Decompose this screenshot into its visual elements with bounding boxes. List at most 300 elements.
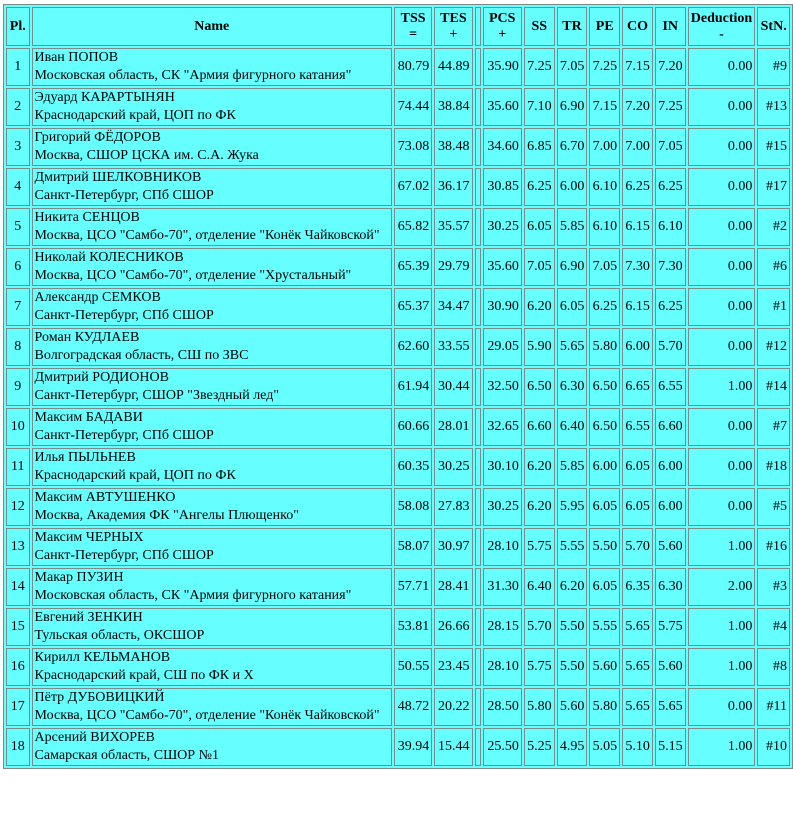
cell-in: 5.15 [655,728,686,766]
cell-ss: 6.50 [524,368,555,406]
skater-name: Александр СЕМКОВ [34,290,161,305]
skater-club: Санкт-Петербург, СПб СШОР [34,188,214,203]
col-header-tr: TR [557,7,588,46]
cell-co: 6.35 [622,568,653,606]
cell-pe: 5.05 [589,728,620,766]
cell-skater [32,408,392,446]
skater-club: Москва, Академия ФК "Ангелы Плющенко" [34,508,299,523]
skater-club: Краснодарский край, ЦОП по ФК [34,108,236,123]
cell-skater [32,288,392,326]
cell-skater [32,368,392,406]
cell-co: 7.15 [622,48,653,86]
col-header-tss-label: TSS [400,10,426,26]
cell-tss: 57.71 [394,568,432,606]
cell-ss: 6.25 [524,168,555,206]
cell-pcs: 35.90 [483,48,522,86]
cell-co: 6.15 [622,288,653,326]
cell-deduction: 1.00 [688,648,756,686]
skater-club: Волгоградская область, СШ по ЗВС [34,348,249,363]
table-row [6,728,790,766]
cell-pcs: 30.10 [483,448,522,486]
skater-name: Роман КУДЛАЕВ [34,330,140,345]
cell-pcs: 30.25 [483,208,522,246]
cell-deduction: 0.00 [688,88,756,126]
cell-spacer [475,168,481,206]
skater-club: Московская область, СК "Армия фигурного катания" [34,68,352,83]
cell-spacer [475,688,481,726]
cell-pe: 5.55 [589,608,620,646]
cell-spacer [475,128,481,166]
cell-ss: 7.25 [524,48,555,86]
cell-tes: 44.89 [434,48,472,86]
cell-tes: 23.45 [434,648,472,686]
cell-tss: 62.60 [394,328,432,366]
cell-co: 7.30 [622,248,653,286]
col-header-name: Name [32,7,392,46]
cell-tes: 33.55 [434,328,472,366]
cell-pcs: 35.60 [483,248,522,286]
cell-start-number: #5 [757,488,790,526]
cell-place: 9 [6,368,30,406]
cell-pcs: 28.50 [483,688,522,726]
cell-spacer [475,48,481,86]
cell-deduction: 1.00 [688,368,756,406]
cell-skater [32,688,392,726]
cell-skater [32,88,392,126]
cell-tss: 65.82 [394,208,432,246]
cell-ss: 6.20 [524,288,555,326]
cell-skater [32,728,392,766]
cell-tr: 4.95 [557,728,588,766]
skater-club: Тульская область, ОКСШОР [34,628,205,643]
cell-deduction: 0.00 [688,168,756,206]
cell-in: 5.70 [655,328,686,366]
cell-start-number: #2 [757,208,790,246]
col-header-tes-label: TES [440,10,467,26]
cell-tss: 50.55 [394,648,432,686]
cell-pcs: 30.25 [483,488,522,526]
col-header-tes-sign: + [449,26,458,42]
cell-pcs: 32.65 [483,408,522,446]
col-header-spacer [475,7,481,46]
cell-tss: 53.81 [394,608,432,646]
cell-in: 5.75 [655,608,686,646]
cell-pe: 5.60 [589,648,620,686]
cell-deduction: 0.00 [688,288,756,326]
cell-ss: 6.85 [524,128,555,166]
cell-in: 6.00 [655,448,686,486]
cell-deduction: 0.00 [688,488,756,526]
cell-tes: 30.44 [434,368,472,406]
cell-tss: 60.66 [394,408,432,446]
cell-tss: 39.94 [394,728,432,766]
cell-skater [32,128,392,166]
table-row [6,688,790,726]
cell-pe: 5.80 [589,328,620,366]
cell-place: 1 [6,48,30,86]
cell-tss: 60.35 [394,448,432,486]
cell-place: 18 [6,728,30,766]
cell-start-number: #9 [757,48,790,86]
cell-pe: 7.15 [589,88,620,126]
cell-ss: 6.05 [524,208,555,246]
cell-spacer [475,728,481,766]
cell-ss: 5.80 [524,688,555,726]
skater-name: Кирилл КЕЛЬМАНОВ [34,650,171,665]
cell-place: 3 [6,128,30,166]
skater-club: Санкт-Петербург, СПб СШОР [34,548,214,563]
cell-in: 5.60 [655,528,686,566]
col-header-tss [394,7,432,46]
cell-pe: 6.50 [589,408,620,446]
cell-pcs: 28.10 [483,528,522,566]
cell-skater [32,488,392,526]
col-header-tss-sign: = [409,26,418,42]
skater-club: Москва, ЦСО "Самбо-70", отделение "Конёк Чайковской" [34,228,380,243]
cell-tss: 48.72 [394,688,432,726]
cell-in: 6.10 [655,208,686,246]
cell-place: 11 [6,448,30,486]
cell-in: 6.55 [655,368,686,406]
cell-pe: 6.05 [589,488,620,526]
cell-deduction: 1.00 [688,728,756,766]
table-row [6,208,790,246]
col-header-place: Pl. [6,7,30,46]
cell-skater [32,48,392,86]
cell-start-number: #1 [757,288,790,326]
cell-tes: 38.48 [434,128,472,166]
cell-spacer [475,448,481,486]
cell-ss: 5.75 [524,528,555,566]
cell-place: 17 [6,688,30,726]
cell-tr: 5.55 [557,528,588,566]
cell-co: 6.15 [622,208,653,246]
cell-pcs: 28.10 [483,648,522,686]
cell-start-number: #11 [757,688,790,726]
cell-pcs: 34.60 [483,128,522,166]
cell-spacer [475,88,481,126]
cell-co: 5.65 [622,648,653,686]
table-row [6,328,790,366]
skater-club: Краснодарский край, ЦОП по ФК [34,468,236,483]
cell-tes: 20.22 [434,688,472,726]
cell-start-number: #10 [757,728,790,766]
table-row [6,88,790,126]
table-row [6,408,790,446]
skater-club: Санкт-Петербург, СШОР "Звездный лед" [34,388,280,403]
cell-start-number: #8 [757,648,790,686]
cell-in: 6.00 [655,488,686,526]
cell-deduction: 1.00 [688,608,756,646]
cell-tes: 36.17 [434,168,472,206]
cell-pe: 6.00 [589,448,620,486]
cell-start-number: #12 [757,328,790,366]
cell-co: 6.05 [622,488,653,526]
cell-tes: 28.41 [434,568,472,606]
cell-tes: 26.66 [434,608,472,646]
cell-deduction: 0.00 [688,448,756,486]
cell-tr: 5.50 [557,608,588,646]
cell-tes: 15.44 [434,728,472,766]
skater-club: Москва, ЦСО "Самбо-70", отделение "Хрустальный" [34,268,352,283]
cell-tss: 58.07 [394,528,432,566]
col-header-pe: PE [589,7,620,46]
table-row [6,48,790,86]
cell-tss: 65.37 [394,288,432,326]
cell-spacer [475,488,481,526]
col-header-deduction-sign: - [719,26,724,42]
cell-skater [32,448,392,486]
cell-ss: 6.40 [524,568,555,606]
skater-club: Санкт-Петербург, СПб СШОР [34,308,214,323]
cell-co: 6.55 [622,408,653,446]
cell-tr: 5.95 [557,488,588,526]
cell-place: 13 [6,528,30,566]
cell-co: 5.65 [622,608,653,646]
cell-pe: 7.00 [589,128,620,166]
cell-pcs: 32.50 [483,368,522,406]
col-header-deduction [688,7,756,46]
cell-start-number: #16 [757,528,790,566]
cell-skater [32,528,392,566]
cell-place: 6 [6,248,30,286]
skater-club: Санкт-Петербург, СПб СШОР [34,428,214,443]
cell-tr: 6.00 [557,168,588,206]
cell-pcs: 31.30 [483,568,522,606]
cell-tes: 28.01 [434,408,472,446]
cell-pe: 6.10 [589,168,620,206]
table-row [6,648,790,686]
results-table-container [3,4,793,769]
cell-in: 7.25 [655,88,686,126]
cell-pcs: 29.05 [483,328,522,366]
skater-club: Московская область, СК "Армия фигурного катания" [34,588,352,603]
cell-tr: 5.65 [557,328,588,366]
cell-spacer [475,328,481,366]
cell-ss: 7.05 [524,248,555,286]
skater-name: Максим АВТУШЕНКО [34,490,176,505]
cell-tes: 35.57 [434,208,472,246]
skater-name: Григорий ФЁДОРОВ [34,130,161,145]
cell-start-number: #15 [757,128,790,166]
cell-place: 12 [6,488,30,526]
cell-ss: 5.70 [524,608,555,646]
cell-spacer [475,208,481,246]
cell-place: 14 [6,568,30,606]
cell-place: 4 [6,168,30,206]
cell-tr: 5.85 [557,448,588,486]
cell-tss: 73.08 [394,128,432,166]
cell-in: 6.60 [655,408,686,446]
skater-name: Никита СЕНЦОВ [34,210,140,225]
cell-start-number: #14 [757,368,790,406]
cell-in: 6.25 [655,168,686,206]
cell-ss: 6.60 [524,408,555,446]
cell-place: 8 [6,328,30,366]
table-row [6,528,790,566]
table-row [6,448,790,486]
table-row [6,248,790,286]
cell-pe: 7.05 [589,248,620,286]
cell-deduction: 1.00 [688,528,756,566]
cell-tr: 6.90 [557,248,588,286]
table-row [6,128,790,166]
cell-start-number: #4 [757,608,790,646]
cell-co: 6.65 [622,368,653,406]
cell-start-number: #6 [757,248,790,286]
cell-pe: 6.50 [589,368,620,406]
skater-name: Евгений ЗЕНКИН [34,610,143,625]
cell-tr: 6.40 [557,408,588,446]
cell-tss: 58.08 [394,488,432,526]
cell-ss: 5.75 [524,648,555,686]
cell-co: 6.00 [622,328,653,366]
cell-pe: 6.10 [589,208,620,246]
cell-spacer [475,248,481,286]
cell-tr: 5.50 [557,648,588,686]
table-row [6,488,790,526]
cell-in: 5.65 [655,688,686,726]
skater-name: Максим БАДАВИ [34,410,143,425]
cell-skater [32,648,392,686]
cell-deduction: 0.00 [688,328,756,366]
cell-skater [32,568,392,606]
cell-start-number: #7 [757,408,790,446]
cell-tr: 6.90 [557,88,588,126]
skater-name: Максим ЧЕРНЫХ [34,530,144,545]
cell-deduction: 0.00 [688,688,756,726]
cell-deduction: 0.00 [688,248,756,286]
skater-name: Арсений ВИХОРЕВ [34,730,155,745]
cell-tss: 74.44 [394,88,432,126]
cell-skater [32,208,392,246]
cell-tss: 67.02 [394,168,432,206]
col-header-start-number: StN. [757,7,790,46]
table-row [6,288,790,326]
cell-start-number: #18 [757,448,790,486]
table-row [6,168,790,206]
cell-start-number: #13 [757,88,790,126]
cell-co: 6.05 [622,448,653,486]
cell-co: 7.00 [622,128,653,166]
cell-pcs: 30.85 [483,168,522,206]
skater-club: Москва, ЦСО "Самбо-70", отделение "Конёк Чайковской" [34,708,380,723]
cell-skater [32,608,392,646]
cell-spacer [475,288,481,326]
cell-ss: 6.20 [524,488,555,526]
col-header-tes [434,7,472,46]
cell-pe: 7.25 [589,48,620,86]
cell-pe: 6.25 [589,288,620,326]
cell-in: 5.60 [655,648,686,686]
cell-pe: 5.50 [589,528,620,566]
cell-spacer [475,408,481,446]
cell-tes: 30.25 [434,448,472,486]
results-body [6,48,790,766]
skater-name: Эдуард КАРАРТЫНЯН [34,90,175,105]
cell-spacer [475,608,481,646]
cell-pcs: 25.50 [483,728,522,766]
cell-skater [32,328,392,366]
cell-ss: 5.90 [524,328,555,366]
cell-deduction: 0.00 [688,128,756,166]
skater-name: Дмитрий ШЕЛКОВНИКОВ [34,170,202,185]
cell-tes: 27.83 [434,488,472,526]
cell-deduction: 0.00 [688,208,756,246]
results-table [3,4,793,769]
col-header-in: IN [655,7,686,46]
cell-ss: 6.20 [524,448,555,486]
cell-tr: 6.70 [557,128,588,166]
skater-name: Николай КОЛЕСНИКОВ [34,250,184,265]
col-header-co: CO [622,7,653,46]
cell-pcs: 30.90 [483,288,522,326]
skater-club: Краснодарский край, СШ по ФК и Х [34,668,254,683]
cell-skater [32,248,392,286]
cell-pe: 5.80 [589,688,620,726]
cell-tes: 30.97 [434,528,472,566]
cell-place: 15 [6,608,30,646]
table-row [6,568,790,606]
col-header-pcs-label: PCS [488,10,516,26]
cell-tss: 61.94 [394,368,432,406]
cell-tes: 29.79 [434,248,472,286]
cell-deduction: 0.00 [688,408,756,446]
cell-tss: 65.39 [394,248,432,286]
cell-pcs: 28.15 [483,608,522,646]
cell-tr: 5.85 [557,208,588,246]
cell-spacer [475,568,481,606]
cell-co: 6.25 [622,168,653,206]
cell-tes: 38.84 [434,88,472,126]
cell-in: 7.20 [655,48,686,86]
cell-spacer [475,648,481,686]
cell-tr: 5.60 [557,688,588,726]
skater-name: Дмитрий РОДИОНОВ [34,370,169,385]
cell-pcs: 35.60 [483,88,522,126]
cell-skater [32,168,392,206]
table-row [6,368,790,406]
cell-tes: 34.47 [434,288,472,326]
cell-in: 6.30 [655,568,686,606]
cell-spacer [475,368,481,406]
cell-pe: 6.05 [589,568,620,606]
cell-in: 7.30 [655,248,686,286]
header-row [6,7,790,46]
cell-place: 2 [6,88,30,126]
col-header-ss: SS [524,7,555,46]
cell-tr: 6.30 [557,368,588,406]
skater-name: Иван ПОПОВ [34,50,119,65]
cell-co: 5.10 [622,728,653,766]
cell-start-number: #3 [757,568,790,606]
cell-deduction: 0.00 [688,48,756,86]
cell-tr: 7.05 [557,48,588,86]
cell-in: 6.25 [655,288,686,326]
skater-club: Москва, СШОР ЦСКА им. С.А. Жука [34,148,259,163]
cell-place: 10 [6,408,30,446]
col-header-deduction-label: Deduction [690,10,753,26]
cell-spacer [475,528,481,566]
cell-co: 5.70 [622,528,653,566]
cell-ss: 7.10 [524,88,555,126]
cell-place: 5 [6,208,30,246]
skater-club: Самарская область, СШОР №1 [34,748,219,763]
col-header-pcs-sign: + [498,26,507,42]
skater-name: Макар ПУЗИН [34,570,124,585]
skater-name: Пётр ДУБОВИЦКИЙ [34,690,165,705]
cell-ss: 5.25 [524,728,555,766]
